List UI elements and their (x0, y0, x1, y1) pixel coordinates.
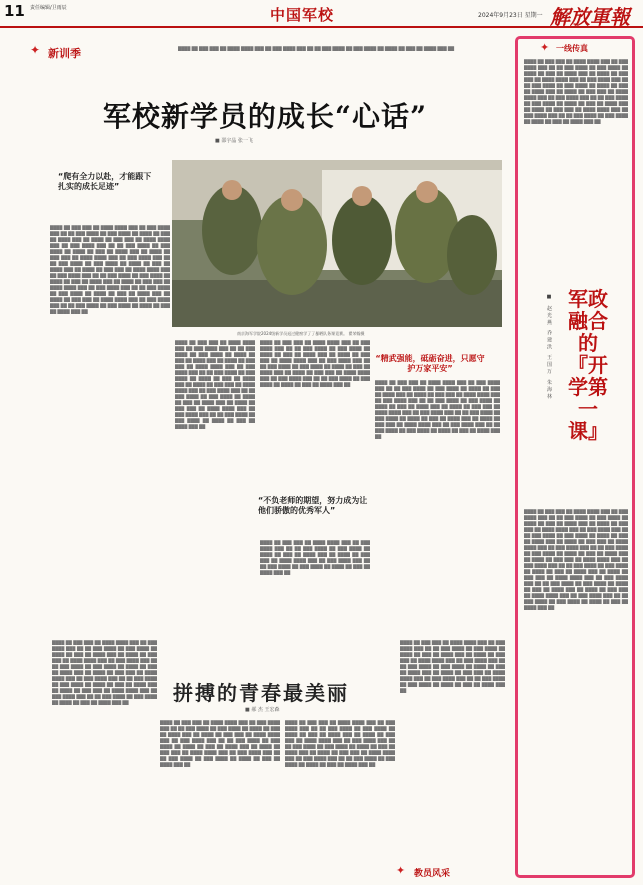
sidebar-kicker (526, 41, 626, 55)
body-text-col-2: ████ ██ ███ ███ ██ ████ ████ ███ ██ ███ ████ ███ ██ ██ ███ ████ ██ ███ ████ ██ ████ ██ ███ ██ ████ ███ ██ ████ ██ ███ ███ ██ ████ ████ ███ ██ ███ ████ ███ ██ ██ ███ ████ ██ ███ ████ ██ ████ ██ ███ ██ ████ ███ ██ ████ ██ ███ ███ ██ ████ ████ ███ ██ ███ ████ ███ ██ ██ ███ ████ ██ ███ ████ ██ ████ ██ ███ ██ ████ ███ ██ ████ ██ ███ ███ ██ ████ ████ ███ ██ ███ ████ ███ ██ ██ ███ ████ ██ ███ ████ ██ ████ ██ ███ ██ ████ ███ ██ (175, 340, 255, 429)
second-article-col-3: ████ ██ ███ ███ ██ ████ ████ ███ ██ ███ ████ ███ ██ ██ ███ ████ ██ ███ ████ ██ ████ ██ ███ ██ ████ ███ ██ ████ ██ ███ ███ ██ ████ ████ ███ ██ ███ ████ ███ ██ ██ ███ ████ ██ ███ ████ ██ ████ ██ ███ ██ ████ ███ ██ ████ ██ ███ ███ ██ ████ ████ ███ ██ ███ ████ ███ ██ ██ ███ ████ ██ ███ ████ ██ ████ ██ ███ ██ ████ ███ ██ (285, 720, 395, 767)
second-article-col-4: ████ ██ ███ ███ ██ ████ ████ ███ ██ ███ ████ ███ ██ ██ ███ ████ ██ ███ ████ ██ ████ ██ ███ ██ ████ ███ ██ ████ ██ ███ ███ ██ ████ ████ ███ ██ ███ ████ ███ ██ ██ ███ ████ ██ ███ ████ ██ ████ ██ ███ ██ ████ ███ ██ ████ ██ ███ ███ ██ ████ ████ ███ ██ ███ ████ ███ ██ ██ ███ ████ ██ ███ ████ ██ ████ ██ ███ ██ ████ ███ ██ (400, 640, 505, 693)
footer-kicker-label: 教员风采 (414, 869, 451, 879)
editor-line: 责任编辑/卫雨辰 (30, 5, 67, 11)
newspaper-brand: 解放軍報 (550, 5, 630, 29)
footer-kicker (386, 863, 506, 881)
second-article-col-2: ████ ██ ███ ███ ██ ████ ████ ███ ██ ███ ████ ███ ██ ██ ███ ████ ██ ███ ████ ██ ████ ██ ███ ██ ████ ███ ██ ████ ██ ███ ███ ██ ████ ████ ███ ██ ███ ████ ███ ██ ██ ███ ████ ██ ███ ████ ██ ████ ██ ███ ██ ████ ███ ██ ████ ██ ███ ███ ██ ████ ████ ███ ██ ███ ████ ███ ██ ██ ███ ████ ██ ███ ████ ██ ████ ██ ███ ██ ████ ███ ██ (160, 720, 280, 767)
sidebar-author: ■ 赵光燕 乔建洪 王国万 朱海林 (546, 294, 552, 401)
intro-text: ████ ██ ███ ███ ██ ████ ████ ███ ██ ███ ████ ███ ██ ██ ███ ████ ██ ███ ████ ██ ████ ██ ███ ██ ████ ███ ██ (178, 46, 455, 51)
section-title: 中国军校 (270, 6, 335, 24)
body-text-col-5: ████ ██ ███ ███ ██ ████ ████ ███ ██ ███ ████ ███ ██ ██ ███ ████ ██ ███ ████ ██ ████ ██ ███ ██ ████ ███ ██ ████ ██ ███ ███ ██ ████ ████ ███ ██ ███ ████ ███ ██ ██ ███ ████ ██ ███ ████ ██ ████ ██ ███ ██ ████ ███ ██ ████ ██ ███ ███ ██ ████ ████ ███ ██ ███ ████ ███ ██ ██ ███ ████ ██ ███ ████ ██ ████ ██ ███ ██ ████ ███ ██ ████ ██ ███ ███ ██ ████ ████ ███ ██ ███ ████ ███ ██ ██ ███ ████ ██ ███ ████ ██ ████ ██ ███ ██ ████ ███ ██ (375, 380, 500, 439)
kicker-label: 新训季 (48, 47, 81, 60)
second-article-byline: ■ 郝 杰 王宏森 (245, 707, 280, 713)
sidebar-text-1: ████ ██ ███ ███ ██ ████ ████ ███ ██ ███ ████ ███ ██ ██ ███ ████ ██ ███ ████ ██ ████ ██ ███ ██ ████ ███ ██ ████ ██ ███ ███ ██ ████ ████ ███ ██ ███ ████ ███ ██ ██ ███ ████ ██ ███ ████ ██ ████ ██ ███ ██ ████ ███ ██ ████ ██ ███ ███ ██ ████ ████ ███ ██ ███ ████ ███ ██ ██ ███ ████ ██ ███ ████ ██ ████ ██ ███ ██ ████ ███ ██ ████ ██ ███ ███ ██ ████ ████ ███ ██ ███ ████ ███ ██ ██ ███ ████ ██ ███ ████ ██ ████ ██ ███ ██ ████ ███ ██ (524, 59, 628, 124)
article-headline: 军校新学员的成长“心话” (102, 100, 428, 133)
pull-quote-2: “不负老师的期望，努力成为让他们骄傲的优秀军人” (258, 496, 368, 515)
sidebar-text-2: ████ ██ ███ ███ ██ ████ ████ ███ ██ ███ ████ ███ ██ ██ ███ ████ ██ ███ ████ ██ ████ ██ ███ ██ ████ ███ ██ ████ ██ ███ ███ ██ ████ ████ ███ ██ ███ ████ ███ ██ ██ ███ ████ ██ ███ ████ ██ ████ ██ ███ ██ ████ ███ ██ ████ ██ ███ ███ ██ ████ ████ ███ ██ ███ ████ ███ ██ ██ ███ ████ ██ ███ ████ ██ ████ ██ ███ ██ ████ ███ ██ ████ ██ ███ ███ ██ ████ ████ ███ ██ ███ ████ ███ ██ ██ ███ ████ ██ ███ ████ ██ ████ ██ ███ ██ ████ ███ ██ ████ ██ ███ ███ ██ ████ ████ ███ ██ ███ ████ ███ ██ ██ ███ ████ ██ ███ ████ ██ ████ ██ ███ ██ ████ ███ ██ ████ ██ ███ ███ ██ ████ ████ ███ ██ ███ ████ ███ ██ ██ ███ ████ ██ ███ ████ ██ ████ ██ ███ ██ ████ ███ ██ (524, 509, 628, 610)
second-article-headline: 拼搏的青春最美丽 (173, 681, 349, 705)
body-text-col-4: ████ ██ ███ ███ ██ ████ ████ ███ ██ ███ ████ ███ ██ ██ ███ ████ ██ ███ ████ ██ ████ ██ ███ ██ ████ ███ ██ ████ ██ ███ ███ ██ ████ ████ ███ ██ ███ ████ ███ ██ ██ ███ ████ ██ ███ ████ ██ ████ ██ ███ ██ ████ ███ ██ (260, 540, 370, 575)
article-kicker (30, 43, 120, 59)
body-text-col-3: ████ ██ ███ ███ ██ ████ ████ ███ ██ ███ ████ ███ ██ ██ ███ ████ ██ ███ ████ ██ ████ ██ ███ ██ ████ ███ ██ ████ ██ ███ ███ ██ ████ ████ ███ ██ ███ ████ ███ ██ ██ ███ ████ ██ ███ ████ ██ ████ ██ ███ ██ ████ ███ ██ ████ ██ ███ ███ ██ ████ ████ ███ ██ ███ ████ ███ ██ ██ ███ ████ ██ ███ ████ ██ ████ ██ ███ ██ ████ ███ ██ (260, 340, 370, 387)
pull-quote-1: “爬有全力以赴，才能跟下扎实的成长足迹” (58, 172, 152, 191)
article-byline: ■ 邵宇晶 张一飞 (215, 138, 253, 144)
cadets-photo (172, 160, 502, 327)
star-icon: ✦ (396, 864, 406, 877)
page-header (0, 0, 643, 28)
star-icon: ✦ (540, 41, 550, 54)
star-icon: ✦ (30, 43, 41, 57)
body-text-col-1: ████ ██ ███ ███ ██ ████ ████ ███ ██ ███ ████ ███ ██ ██ ███ ████ ██ ███ ████ ██ ████ ██ ███ ██ ████ ███ ██ ████ ██ ███ ███ ██ ████ ████ ███ ██ ███ ████ ███ ██ ██ ███ ████ ██ ███ ████ ██ ████ ██ ███ ██ ████ ███ ██ ████ ██ ███ ███ ██ ████ ████ ███ ██ ███ ████ ███ ██ ██ ███ ████ ██ ███ ████ ██ ████ ██ ███ ██ ████ ███ ██ ████ ██ ███ ███ ██ ████ ████ ███ ██ ███ ████ ███ ██ ██ ███ ████ ██ ███ ████ ██ ████ ██ ███ ██ ████ ███ ██ ████ ██ ███ ███ ██ ████ ████ ███ ██ ███ ████ ███ ██ ██ ███ ████ ██ ███ ████ ██ ████ ██ ███ ██ ████ ███ ██ ████ ██ ███ ███ ██ ████ ████ ███ ██ ███ ████ ███ ██ ██ ███ ████ ██ ███ ████ ██ ████ ██ ███ ██ ████ ███ ██ (50, 225, 170, 314)
page-number: 11 (4, 2, 25, 20)
issue-date: 2024年9月23日 星期一 (478, 12, 543, 19)
second-article-col-1: ████ ██ ███ ███ ██ ████ ████ ███ ██ ███ ████ ███ ██ ██ ███ ████ ██ ███ ████ ██ ████ ██ ███ ██ ████ ███ ██ ████ ██ ███ ███ ██ ████ ████ ███ ██ ███ ████ ███ ██ ██ ███ ████ ██ ███ ████ ██ ████ ██ ███ ██ ████ ███ ██ ████ ██ ███ ███ ██ ████ ████ ███ ██ ███ ████ ███ ██ ██ ███ ████ ██ ███ ████ ██ ████ ██ ███ ██ ████ ███ ██ ████ ██ ███ ███ ██ ████ ████ ███ ██ ███ ████ ███ ██ ██ ███ ████ ██ ███ ████ ██ ████ ██ ███ ██ ████ ███ ██ (52, 640, 157, 705)
sidebar-panel (515, 36, 635, 878)
sidebar-kicker-label: 一线传真 (556, 44, 588, 53)
photo-caption: 南京海军学院2024级新学员退过健窗学了了暴晒队务课竟赛。 翟荣翰摄 (237, 331, 365, 336)
sidebar-title: 军政融合的『开学第一课』 (568, 287, 608, 443)
pull-quote-3: “精武强能，砥砺奋进，只愿守护万家平安” (375, 354, 485, 373)
